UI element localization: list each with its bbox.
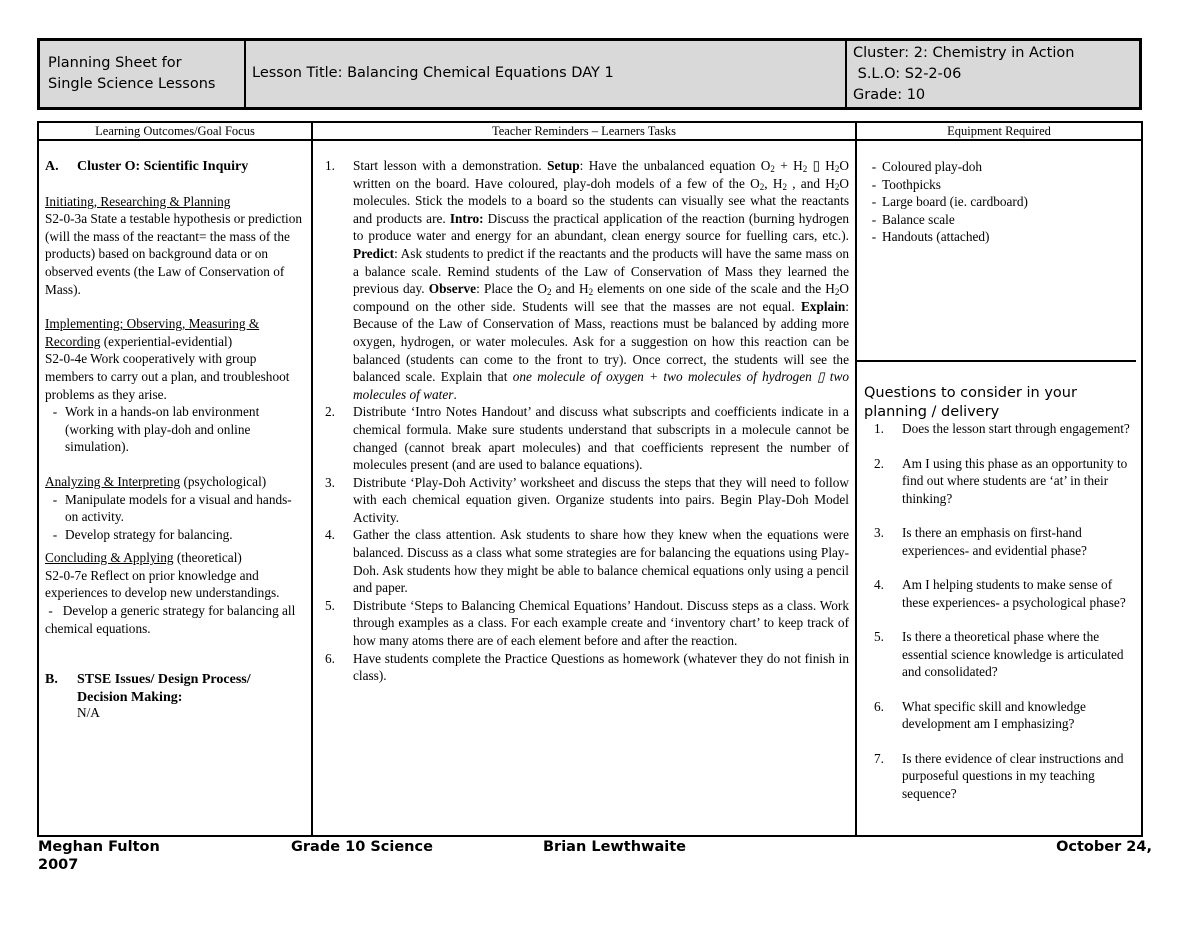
cluster-label: Cluster: [853,45,914,61]
question-item: 7. Is there evidence of clear instructions and purposeful questions in my teaching sequence? [874,750,1124,801]
tasks-column [321,157,849,685]
question-item: 2. Am I using this phase as an opportunity to find out where students are ‘at’ in their thinking? [874,455,1128,506]
lesson-title-label: Lesson Title: [252,65,348,81]
list-item: - Manipulate models for a visual and hands-on activity. [52,491,292,525]
list-item: - Develop a generic strategy for balancing all chemical equations. [45,603,296,636]
questions-title: Questions to consider in your planning / delivery [864,385,1077,420]
questions-list [864,420,1132,819]
task-item-4: 4. Gather the class attention. Ask students to share how they knew when the equations were balanced. Discuss as a class what some strategies are for balancing the equations using Play-Doh. Ask students how they might be able to balance chemical equations only using a pencil and paper. [325,527,849,596]
footer-instructor: Brian Lewthwaite [543,839,686,855]
lesson-title-cell [246,41,847,107]
equipment-item: - Balance scale [871,211,955,227]
equipment-item: - Toothpicks [871,176,941,192]
grade-value: 10 [906,87,926,103]
equipment-item: - Handouts (attached) [871,229,990,245]
question-item: 6. What specific skill and knowledge development am I emphasizing? [874,698,1086,731]
cluster-value: 2: Chemistry in Action [913,45,1075,61]
planning-sheet-cell [40,41,246,107]
planning-sheet-line1: Planning Sheet for [48,55,182,71]
task-item-5: 5. Distribute ‘Steps to Balancing Chemical Equations’ Handout. Discuss steps as a class. Work through examples as a class. For each example create and ‘inventory chart’ to keep track of how many atoms there are of each element before and after the reaction. [325,597,849,649]
column-divider [311,123,313,835]
footer-date: October 24, [1056,839,1152,855]
implementing-heading: Implementing; Observing, Measuring & Recording (experiential-evidential) [45,316,260,349]
section-b-title: B. STSE Issues/ Design Process/ Decision Making: [45,672,251,705]
implementing-text: S2-0-4e Work cooperatively with group members to carry out a plan, and troubleshoot problems as they arise. [45,351,290,402]
cluster-cell [847,41,1139,107]
lesson-title-value: Balancing Chemical Equations DAY 1 [347,65,614,81]
task-item-3: 3. Distribute ‘Play-Doh Activity’ worksheet and discuss the steps that they will need to follow with each chemical equation given. Organize students into pairs. Begin Play-Doh Model Activity. [325,474,849,525]
column-header-equipment: Equipment Required [947,124,1051,138]
grade-label: Grade: [853,87,907,103]
equipment-divider [856,360,1136,362]
question-item: 3. Is there an emphasis on first-hand experiences- and evidential phase? [874,525,1087,558]
list-item: - Work in a hands-on lab environment (working with play-doh and online simulation). [52,404,260,455]
concluding-text: S2-0-7e Reflect on prior knowledge and experiences to develop new understandings. [45,567,280,601]
task-item-1: 1. Start lesson with a demonstration. Setup: Have the unbalanced equation $O_2 + H_2$ ▯ $H_2O$ written on the board. Have coloured, play-doh models of a few of the $O_2$, $H_2$ , and $H_2O$ molecules. Stick the models to a board so the students can visually see what the reactants and products are. Intro: Discuss the practical application of the reaction (burning hydrogen to produce water and energy for an abundant, clean energy source for fuelling cars, etc.). Predict: Ask students to predict if the reactants and the products will have the same mass on a balance scale. Remind students of the Law of Conservation of Mass they learned the previous day. Observe: Place the $O_2$ and $H_2$ elements on one side of the scale and the $H_2O$ compound on the other side. Students will see that the masses are not equal. Explain: Because of the Law of Conservation of Mass, reactions must be balanced by adding more oxygen, hydrogen, or water molecules. Ask for a suggestion on how this reaction can be balanced (students can come to the front to try). Once correct, the students will see the balanced scale. Explain that one molecule of oxygen + two molecules of hydrogen ▯ two molecules of water. [325,158,850,402]
column-header-tasks: Teacher Reminders – Learners Tasks [491,124,677,138]
outcomes-column [45,158,303,722]
footer-course: Grade 10 Science [291,839,433,855]
concluding-heading: Concluding & Applying (theoretical) [45,550,242,566]
column-divider [855,123,857,835]
slo-value: S2-2-06 [904,66,962,82]
list-item: - Develop strategy for balancing. [52,526,233,542]
header-block [37,38,1142,110]
equipment-column [866,158,1136,246]
equipment-item: - Coloured play-doh [871,159,983,174]
planning-sheet-line2: Single Science Lessons [48,76,216,92]
slo-label: S.L.O: [853,66,905,82]
footer-year: 2007 [38,857,79,873]
task-item-2: 2. Distribute ‘Intro Notes Handout’ and discuss what subscripts and coefficients indicate in a chemical formula. Make sure students understand that subscripts in a molecule cannot be changed (cannot break apart molecules) and that coefficients represent the number of molecules present (and are used to balance equations). [325,404,849,473]
analyzing-heading: Analyzing & Interpreting (psychological) [45,473,267,489]
task-item-6: 6. Have students complete the Practice Questions as homework (whatever they do not finish in class). [325,650,849,684]
equipment-item: - Large board (ie. cardboard) [871,194,1028,210]
footer-author: Meghan Fulton 2007 [38,839,160,873]
initiating-text: S2-0-3a State a testable hypothesis or prediction (will the mass of the reactant= the mass of the products) based on background data or on observed events (the Law of Conservation of Mass). [45,211,303,297]
header-row-divider [39,139,1141,141]
section-a-title: A. Cluster O: Scientific Inquiry [45,159,249,174]
column-header-outcomes: Learning Outcomes/Goal Focus [95,124,255,138]
question-item: 1. Does the lesson start through engagement? [874,421,1130,436]
section-b-value: N/A [77,705,100,721]
question-item: 4. Am I helping students to make sense of these experiences- a psychological phase? [874,577,1126,610]
initiating-heading: Initiating, Researching & Planning [45,193,231,209]
question-item: 5. Is there a theoretical phase where the essential science knowledge is articulated and consolidated? [874,629,1124,679]
